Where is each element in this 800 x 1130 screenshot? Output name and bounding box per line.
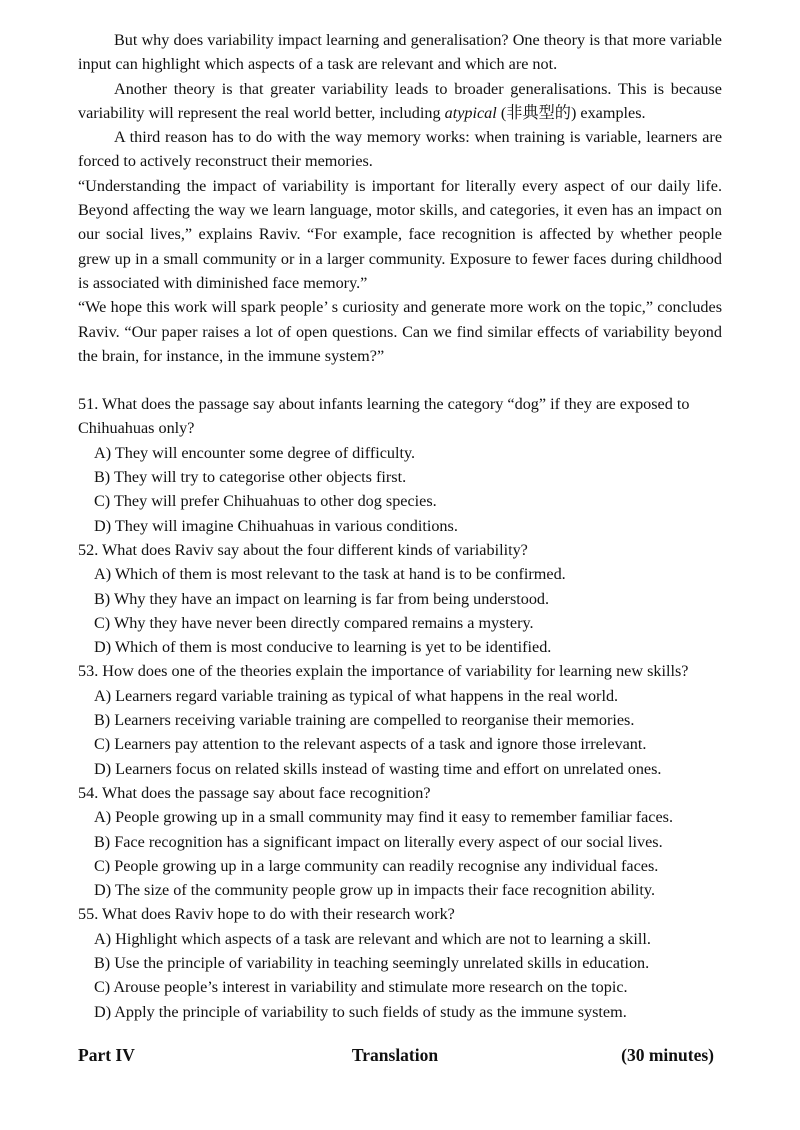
part-time: (30 minutes) [621, 1045, 714, 1065]
question-stem: 52. What does Raviv say about the four different kinds of variability? [78, 540, 528, 559]
option-c: C) They will prefer Chihuahuas to other dog species. [94, 492, 437, 511]
question-stem: 54. What does the passage say about face recognition? [78, 783, 431, 802]
part-title: Translation [351, 1045, 439, 1065]
question-51 [78, 392, 722, 538]
option-c: C) Arouse people’s interest in variability and stimulate more research on the topic. [94, 978, 628, 997]
option-c: C) Why they have never been directly compared remains a mystery. [94, 613, 534, 632]
question-stem: 51. What does the passage say about infants learning the category “dog” if they are exposed to Chihuahuas only? [78, 395, 690, 438]
passage-paragraph-2-text-a: Another theory is that greater variability leads to broader generalisations. This is because variability will represent the real world better, including [78, 79, 722, 122]
passage-paragraph-1: But why does variability impact learning and generalisation? One theory is that more variable input can highlight which aspects of a task are relevant and which are not. [78, 31, 722, 74]
option-a: A) Highlight which aspects of a task are relevant and which are not to learning a skill. [94, 929, 651, 948]
part-label: Part IV [78, 1045, 135, 1065]
passage-paragraph-4: “Understanding the impact of variability is important for literally every aspect of our daily life. Beyond affecting the way we learn language, motor skills, and categories, it even has an impact on our social lives,” explains Raviv. “For example, face recognition is affected by whether people grew up in a small community or in a larger community. Exposure to fewer faces during childhood is associated with diminished face memory.” [78, 176, 722, 292]
option-b: B) Learners receiving variable training are compelled to reorganise their memories. [94, 711, 635, 730]
question-55 [78, 902, 722, 1023]
option-a: A) Which of them is most relevant to the task at hand is to be confirmed. [94, 565, 566, 584]
question-52 [78, 538, 722, 659]
option-b: B) Face recognition has a significant impact on literally every aspect of our social lives. [94, 832, 663, 851]
option-a: A) People growing up in a small community may find it easy to remember familiar faces. [94, 808, 673, 827]
option-b: B) They will try to categorise other objects first. [94, 468, 407, 487]
part-header [78, 1043, 714, 1067]
option-d: D) The size of the community people grow up in impacts their face recognition ability. [94, 881, 656, 900]
option-d: D) Which of them is most conducive to learning is yet to be identified. [94, 638, 552, 657]
passage-paragraph-5: “We hope this work will spark people’ s curiosity and generate more work on the topic,” concludes Raviv. “Our paper raises a lot of open questions. Can we find similar effects of variability beyond the brain, for instance, in the immune system?” [78, 298, 722, 365]
option-c: C) Learners pay attention to the relevant aspects of a task and ignore those irrelevant. [94, 735, 647, 754]
questions-section [78, 392, 722, 1024]
option-b: B) Use the principle of variability in teaching seemingly unrelated skills in education. [94, 953, 650, 972]
question-54 [78, 781, 722, 902]
passage-paragraph-3: A third reason has to do with the way memory works: when training is variable, learners are forced to actively reconstruct their memories. [78, 128, 722, 171]
reading-passage [78, 28, 722, 368]
option-b: B) Why they have an impact on learning is far from being understood. [94, 589, 550, 608]
option-d: D) Learners focus on related skills instead of wasting time and effort on unrelated ones. [94, 759, 662, 778]
passage-italic-term: atypical [444, 103, 497, 122]
option-d: D) They will imagine Chihuahuas in various conditions. [94, 516, 458, 535]
question-stem: 53. How does one of the theories explain the importance of variability for learning new skills? [78, 662, 689, 681]
passage-paragraph-2-text-b: (非典型的) examples. [496, 103, 646, 122]
passage-paragraph-2 [78, 77, 722, 126]
option-d: D) Apply the principle of variability to such fields of study as the immune system. [94, 1002, 627, 1021]
question-53 [78, 659, 722, 780]
option-c: C) People growing up in a large community can readily recognise any individual faces. [94, 856, 659, 875]
option-a: A) Learners regard variable training as typical of what happens in the real world. [94, 686, 619, 705]
question-stem: 55. What does Raviv hope to do with their research work? [78, 905, 455, 924]
option-a: A) They will encounter some degree of difficulty. [94, 443, 416, 462]
